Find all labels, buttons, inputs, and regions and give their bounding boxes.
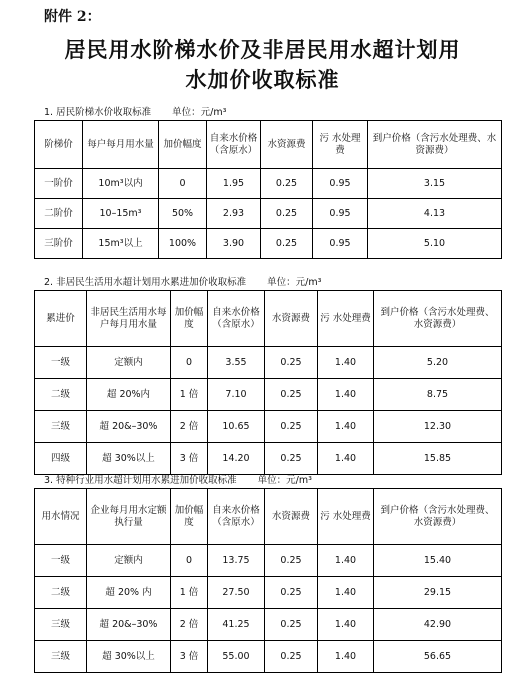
table-cell: 100% bbox=[159, 229, 207, 259]
table-cell: 15.40 bbox=[374, 545, 502, 577]
table-cell: 3 倍 bbox=[171, 641, 208, 673]
section-3-heading bbox=[44, 472, 312, 486]
table-cell: 0.25 bbox=[265, 379, 318, 411]
table-cell: 1.40 bbox=[318, 443, 374, 475]
table-cell: 2.93 bbox=[207, 199, 261, 229]
table-cell: 0.25 bbox=[265, 443, 318, 475]
table-cell: 13.75 bbox=[208, 545, 265, 577]
table-row bbox=[35, 577, 502, 609]
header-cell: 水资源费 bbox=[265, 291, 318, 347]
table-cell: 0.25 bbox=[265, 411, 318, 443]
header-cell: 企业每月用水定额执行量 bbox=[87, 489, 171, 545]
special-industry-table bbox=[34, 488, 502, 673]
header-cell: 污 水处理费 bbox=[313, 121, 368, 169]
table-row bbox=[35, 641, 502, 673]
table-cell: 0.25 bbox=[265, 609, 318, 641]
table-cell: 1.40 bbox=[318, 577, 374, 609]
table-row bbox=[35, 545, 502, 577]
unit-label: 单位：元/m³ bbox=[172, 107, 227, 118]
table-cell: 1.40 bbox=[318, 379, 374, 411]
table-cell: 1.95 bbox=[207, 169, 261, 199]
table-row bbox=[35, 229, 502, 259]
table-cell: 1.40 bbox=[318, 545, 374, 577]
table-cell: 二级 bbox=[35, 577, 87, 609]
header-cell: 水资源费 bbox=[261, 121, 313, 169]
table-cell: 1 倍 bbox=[171, 379, 208, 411]
header-cell: 用水情况 bbox=[35, 489, 87, 545]
table-cell: 超 20&–30% bbox=[87, 411, 171, 443]
table-cell: 超 30%以上 bbox=[87, 641, 171, 673]
table-cell: 0.25 bbox=[265, 545, 318, 577]
table-cell: 四级 bbox=[35, 443, 87, 475]
table-cell: 15m³以上 bbox=[83, 229, 159, 259]
table-cell: 0.25 bbox=[261, 169, 313, 199]
table-cell: 0 bbox=[171, 347, 208, 379]
table-cell: 50% bbox=[159, 199, 207, 229]
table-cell: 2 倍 bbox=[171, 609, 208, 641]
table-cell: 2 倍 bbox=[171, 411, 208, 443]
header-cell: 到户价格（含污水处理费、水资源费） bbox=[368, 121, 502, 169]
table-cell: 42.90 bbox=[374, 609, 502, 641]
table-row bbox=[35, 199, 502, 229]
table-cell: 三级 bbox=[35, 641, 87, 673]
table-cell: 超 20% 内 bbox=[87, 577, 171, 609]
table-cell: 10–15m³ bbox=[83, 199, 159, 229]
unit-label: 单位：元/m³ bbox=[257, 475, 312, 486]
table-cell: 3 倍 bbox=[171, 443, 208, 475]
table-cell: 29.15 bbox=[374, 577, 502, 609]
residential-tier-table bbox=[34, 120, 502, 259]
table-cell: 41.25 bbox=[208, 609, 265, 641]
table-cell: 4.13 bbox=[368, 199, 502, 229]
header-cell: 到户价格（含污水处理费、水资源费） bbox=[374, 291, 502, 347]
table-row bbox=[35, 443, 502, 475]
header-cell: 污 水处理费 bbox=[318, 291, 374, 347]
table-cell: 一阶价 bbox=[35, 169, 83, 199]
table-cell: 0.25 bbox=[265, 577, 318, 609]
table-row bbox=[35, 169, 502, 199]
table-cell: 一级 bbox=[35, 545, 87, 577]
table-cell: 0.25 bbox=[265, 347, 318, 379]
table-row bbox=[35, 411, 502, 443]
table-header-row bbox=[35, 121, 502, 169]
header-cell: 累进价 bbox=[35, 291, 87, 347]
table-row bbox=[35, 347, 502, 379]
page-title-line-2: 水加价收取标准 bbox=[185, 67, 340, 92]
section-heading-text: 1. 居民阶梯水价收取标准 bbox=[44, 107, 152, 118]
header-cell: 加价幅度 bbox=[171, 291, 208, 347]
table-cell: 0.95 bbox=[313, 169, 368, 199]
table-cell: 15.85 bbox=[374, 443, 502, 475]
table-header-row bbox=[35, 489, 502, 545]
table-cell: 定额内 bbox=[87, 347, 171, 379]
table-cell: 一级 bbox=[35, 347, 87, 379]
table-cell: 0.25 bbox=[261, 199, 313, 229]
table-cell: 10m³以内 bbox=[83, 169, 159, 199]
table-cell: 三阶价 bbox=[35, 229, 83, 259]
header-cell: 自来水价格（含原水） bbox=[208, 489, 265, 545]
table-cell: 55.00 bbox=[208, 641, 265, 673]
table-cell: 1.40 bbox=[318, 641, 374, 673]
header-cell: 加价幅度 bbox=[171, 489, 208, 545]
table-cell: 12.30 bbox=[374, 411, 502, 443]
table-header-row bbox=[35, 291, 502, 347]
table-cell: 5.10 bbox=[368, 229, 502, 259]
table-cell: 0 bbox=[171, 545, 208, 577]
header-cell: 自来水价格（含原水） bbox=[207, 121, 261, 169]
table-cell: 7.10 bbox=[208, 379, 265, 411]
table-cell: 1.40 bbox=[318, 609, 374, 641]
table-cell: 超 20&–30% bbox=[87, 609, 171, 641]
table-cell: 1.40 bbox=[318, 411, 374, 443]
table-cell: 1.40 bbox=[318, 347, 374, 379]
header-cell: 加价幅度 bbox=[159, 121, 207, 169]
table-cell: 14.20 bbox=[208, 443, 265, 475]
table-cell: 8.75 bbox=[374, 379, 502, 411]
header-cell: 每户每月用水量 bbox=[83, 121, 159, 169]
section-2-heading bbox=[44, 274, 321, 288]
section-1-heading bbox=[44, 104, 226, 118]
table-cell: 5.20 bbox=[374, 347, 502, 379]
table-cell: 10.65 bbox=[208, 411, 265, 443]
page-title-line-1: 居民用水阶梯水价及非居民用水超计划用 bbox=[64, 37, 461, 62]
table-cell: 三级 bbox=[35, 609, 87, 641]
table-cell: 0.95 bbox=[313, 229, 368, 259]
section-heading-text: 2. 非居民生活用水超计划用水累进加价收取标准 bbox=[44, 277, 247, 288]
table-cell: 超 20%内 bbox=[87, 379, 171, 411]
section-heading-text: 3. 特种行业用水超计划用水累进加价收取标准 bbox=[44, 475, 237, 486]
table-cell: 3.90 bbox=[207, 229, 261, 259]
table-cell: 0.25 bbox=[261, 229, 313, 259]
table-cell: 三级 bbox=[35, 411, 87, 443]
non-residential-table bbox=[34, 290, 502, 475]
table-row bbox=[35, 379, 502, 411]
table-cell: 27.50 bbox=[208, 577, 265, 609]
table-cell: 二阶价 bbox=[35, 199, 83, 229]
header-cell: 到户价格（含污水处理费、水资源费） bbox=[374, 489, 502, 545]
table-cell: 0.95 bbox=[313, 199, 368, 229]
table-cell: 超 30%以上 bbox=[87, 443, 171, 475]
table-cell: 定额内 bbox=[87, 545, 171, 577]
header-cell: 阶梯价 bbox=[35, 121, 83, 169]
table-cell: 0.25 bbox=[265, 641, 318, 673]
table-cell: 56.65 bbox=[374, 641, 502, 673]
table-cell: 0 bbox=[159, 169, 207, 199]
table-cell: 1 倍 bbox=[171, 577, 208, 609]
table-row bbox=[35, 609, 502, 641]
header-cell: 水资源费 bbox=[265, 489, 318, 545]
header-cell: 非居民生活用水每户每月用水量 bbox=[87, 291, 171, 347]
header-cell: 自来水价格（含原水） bbox=[208, 291, 265, 347]
table-cell: 3.55 bbox=[208, 347, 265, 379]
table-cell: 二级 bbox=[35, 379, 87, 411]
attachment-label: 附件 2： bbox=[44, 9, 101, 25]
header-cell: 污 水处理费 bbox=[318, 489, 374, 545]
table-cell: 3.15 bbox=[368, 169, 502, 199]
unit-label: 单位：元/m³ bbox=[267, 277, 322, 288]
